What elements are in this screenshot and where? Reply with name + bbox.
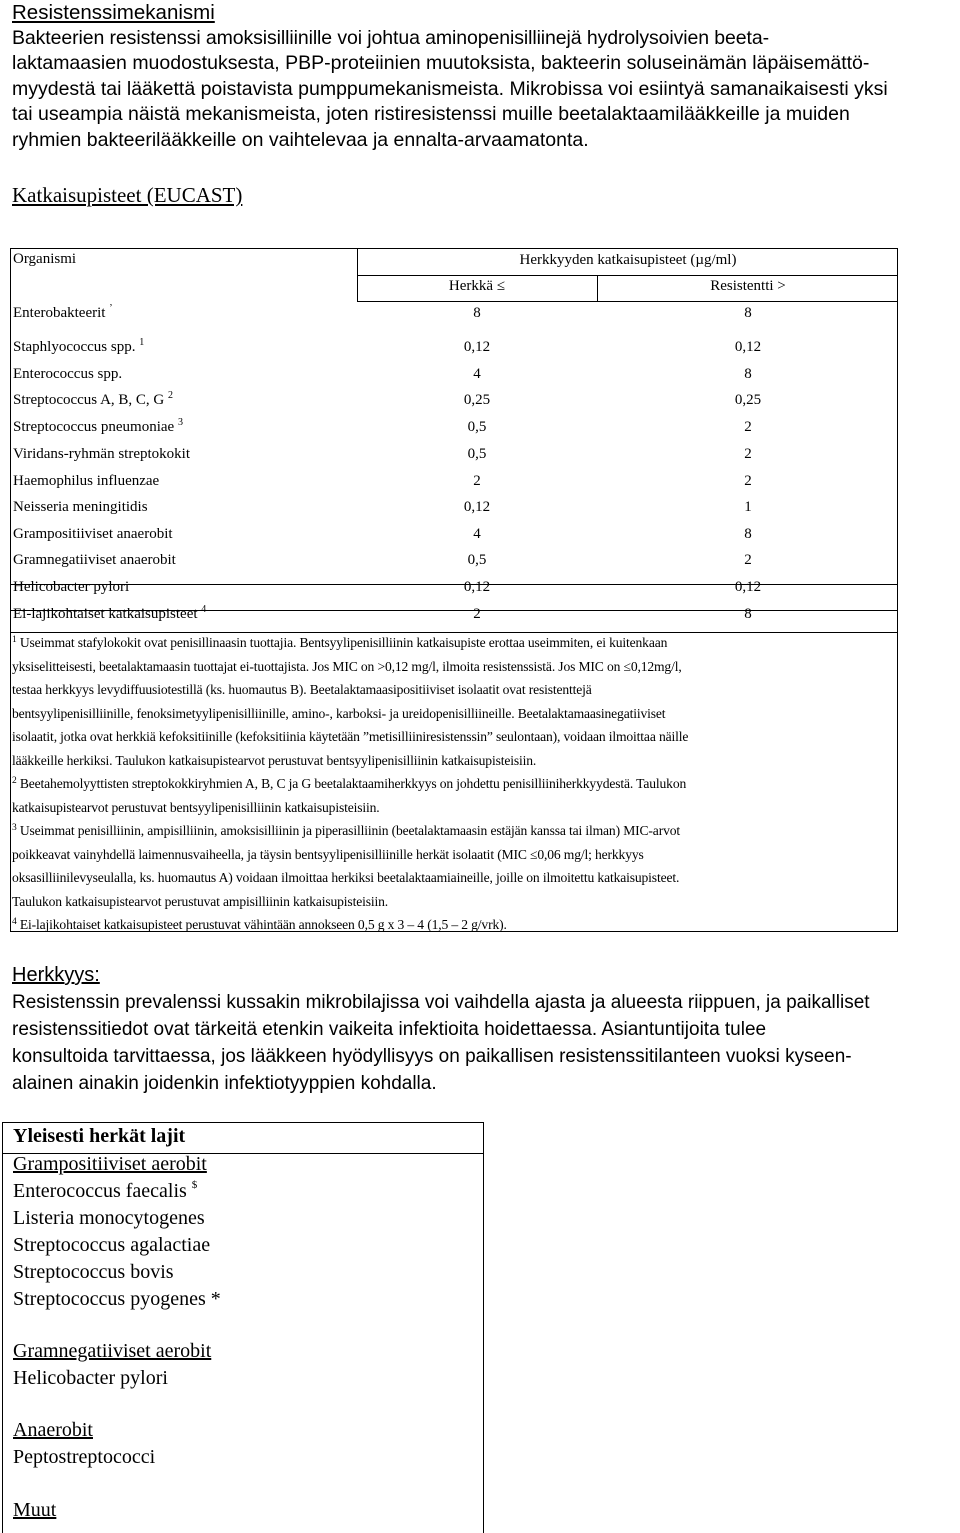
species-text: Peptostreptococci <box>13 1446 156 1468</box>
header-text: Herkkä ≤ <box>448 278 506 294</box>
resistant-value: 2 <box>744 473 752 489</box>
footnote-text: isolaatit, jotka ovat herkkiä kefoksitiinille (kefoksitiinia käytetään ”metisilliiniresistenssin” seulontaan), voidaan ilmoittaa näille <box>12 729 689 744</box>
susceptible-value: 0,12 <box>463 579 491 595</box>
susceptible-value: 4 <box>473 526 481 542</box>
paragraph-line: myydestä tai lääkettä poistavista pumppumekanismeista. Mikrobissa voi esiintyä samanaikaisesti yksi <box>12 77 888 100</box>
susceptible-value: 2 <box>473 473 481 489</box>
species-item <box>13 1207 205 1230</box>
organism-name: Haemophilus influenzae <box>13 473 160 489</box>
resistance-mechanism-section <box>12 0 958 153</box>
species-text: Enterococcus faecalis <box>13 1180 187 1202</box>
resistant-value: 2 <box>744 552 752 568</box>
breakpoint-table <box>10 248 898 932</box>
organism-cell <box>13 305 113 322</box>
footnote-text: Ei-lajikohtaiset katkaisupisteet perustuvat vähintään annokseen 0,5 g x 3 – 4 (1,5 – 2 g/vrk). <box>19 917 507 932</box>
footnote-line <box>12 890 896 914</box>
footnote-number: 2 <box>12 776 17 786</box>
organism-name: Gramnegatiiviset anaerobit <box>13 552 176 568</box>
species-text: Listeria monocytogenes <box>13 1207 205 1229</box>
paragraph-line: alainen ainakin joidenkin infektiotyyppien kohdalla. <box>12 1073 437 1094</box>
susceptible-value: 0,5 <box>467 446 487 462</box>
species-group-heading <box>13 1153 207 1176</box>
organism-cell <box>13 419 183 436</box>
footnote-text: katkaisupistearvot perustuvat bentsyylipenisilliinin katkaisupisteisiin. <box>12 799 380 815</box>
species-text: Anaerobit <box>13 1419 93 1441</box>
footnote-text: Useimmat penisilliinin, ampisilliinin, amoksisilliinin ja piperasilliinin (beetalaktamaasin estäjän kanssa tai ilman) MIC-arvot <box>19 823 680 838</box>
species-group-heading <box>13 1419 93 1442</box>
section-title: Herkkyys: <box>12 964 100 986</box>
organism-cell <box>13 579 129 596</box>
organism-name: Neisseria meningitidis <box>13 499 148 515</box>
organism-cell <box>13 552 176 569</box>
organism-name: Enterobakteerit <box>13 305 106 321</box>
footnote-marker: $ <box>191 1179 198 1191</box>
footnote-marker: 4 <box>201 604 207 615</box>
footnote-marker: 3 <box>177 417 183 428</box>
resistant-value: 0,12 <box>734 339 762 355</box>
resistant-value: 8 <box>744 606 752 622</box>
footnote-line <box>12 678 896 702</box>
footnote-marker: 1 <box>139 337 145 348</box>
footnote-marker: 2 <box>168 390 173 401</box>
col-group-header: Herkkyyden katkaisupisteet (µg/ml) <box>519 252 737 268</box>
footnote-line <box>12 819 896 843</box>
footnote-text: bentsyylipenisilliinille, fenoksimetyylipenisilliinille, amino-, karboksi- ja ureidopenisilliineille. Beetalaktamaasinegatiiviset <box>12 705 666 721</box>
species-text: Muut <box>13 1499 57 1521</box>
species-group-heading <box>13 1340 211 1363</box>
species-item <box>13 1446 155 1469</box>
resistant-value: 0,25 <box>734 392 762 408</box>
paragraph-line: ryhmien bakteerilääkkeille on vaihtelevaa ja ennalta-arvaamatonta. <box>12 128 589 151</box>
footnote-line <box>12 772 896 796</box>
organism-name: Streptococcus A, B, C, G <box>13 392 165 408</box>
resistant-value: 8 <box>744 366 752 382</box>
organism-cell <box>13 499 148 516</box>
susceptible-value: 2 <box>473 606 481 622</box>
paragraph-line: konsultoida tarvittaessa, jos lääkkeen hyödyllisyys on paikallisen resistenssitilanteen vuoksi kyseen- <box>12 1046 852 1067</box>
susceptible-value: 0,5 <box>467 419 487 435</box>
organism-name: Staphlyococcus spp. <box>13 339 136 355</box>
footnote-text: testaa herkkyys levydiffuusiotestillä (ks. huomautus B). Beetalaktamaasipositiiviset isolaatit ovat resistenttejä <box>12 682 592 697</box>
susceptible-value: 0,12 <box>463 499 491 515</box>
species-item <box>13 1261 174 1284</box>
species-text: Streptococcus pyogenes * <box>13 1288 221 1310</box>
footnote-text: lääkkeille herkiksi. Taulukon katkaisupistearvot perustuvat bentsyylipenisilliinin katkaisupisteisiin. <box>12 752 537 768</box>
footnote-line <box>12 913 896 937</box>
organism-name: Grampositiiviset anaerobit <box>13 526 173 542</box>
col-organism-header: Organismi <box>13 251 77 267</box>
organism-cell <box>13 526 173 543</box>
resistant-value: 1 <box>744 499 752 515</box>
species-item <box>13 1234 210 1257</box>
footnote-number: 3 <box>12 823 17 833</box>
species-text: Streptococcus bovis <box>13 1261 174 1283</box>
species-group-heading <box>13 1499 56 1522</box>
paragraph-line: tai useampia näistä mekanismeista, joten ristiresistenssi muille beetalaktaamilääkkeille ja muiden <box>12 103 850 125</box>
footnote-text: poikkeavat vainyhdellä laimennusvaiheella, ja täysin bentsyylipenisilliinille herkät isolaatit (MIC ≤0,06 mg/l; herkkyys <box>12 846 644 862</box>
organism-name: Helicobacter pylori <box>13 579 130 595</box>
paragraph-line: Resistenssin prevalenssi kussakin mikrobilajissa voi vaihdella ajasta ja alueesta riippuen, ja paikalliset <box>12 992 870 1013</box>
resistant-value: 8 <box>744 305 752 321</box>
resistant-value: 2 <box>744 446 752 462</box>
susceptible-value: 0,25 <box>463 392 491 408</box>
footnote-line <box>12 725 896 749</box>
susceptible-species-box <box>2 1122 484 1533</box>
paragraph-line: Bakteerien resistenssi amoksisilliinille voi johtua aminopenisilliinejä hydrolysoivien beeta- <box>12 26 769 49</box>
footnote-text: yksiselitteisesti, beetalaktamaasin tuottajat ei-tuottajista. Jos MIC on >0,12 mg/l, ilmoita resistenssistä. Jos MIC on ≤0,12mg/l, <box>12 658 682 674</box>
organism-cell <box>13 473 159 490</box>
species-box-title: Yleisesti herkät lajit <box>13 1125 186 1147</box>
footnote-line <box>12 631 896 655</box>
footnote-line <box>12 796 896 820</box>
col-resistant-header: Resistentti > <box>710 278 786 294</box>
species-text: Streptococcus agalactiae <box>13 1234 211 1256</box>
footnote-line <box>12 702 896 726</box>
organism-cell <box>13 606 206 623</box>
footnote-number: 1 <box>12 635 17 645</box>
organism-cell <box>13 339 144 356</box>
species-text: Grampositiiviset aerobit <box>13 1153 207 1175</box>
footnote-line <box>12 843 896 867</box>
susceptible-value: 0,5 <box>467 552 487 568</box>
organism-name: Streptococcus pneumoniae <box>13 419 175 435</box>
section-title: Resistenssimekanismi <box>12 1 215 24</box>
organism-cell <box>13 392 173 409</box>
species-item <box>13 1288 221 1311</box>
resistant-value: 2 <box>744 419 752 435</box>
species-text: Gramnegatiiviset aerobit <box>13 1340 212 1362</box>
organism-cell <box>13 446 190 463</box>
breakpoints-heading: Katkaisupisteet (EUCAST) <box>12 183 243 207</box>
organism-name: Viridans-ryhmän streptokokit <box>13 446 190 462</box>
susceptible-value: 0,12 <box>463 339 491 355</box>
footnote-text: Taulukon katkaisupistearvot perustuvat ampisilliinin katkaisupisteisiin. <box>12 893 388 909</box>
resistant-value: 0,12 <box>734 579 762 595</box>
resistant-value: 8 <box>744 526 752 542</box>
paragraph-line: resistenssitiedot ovat tärkeitä etenkin vaikeita infektioita hoidettaessa. Asiantuntijoita tulee <box>12 1019 767 1040</box>
footnote-line <box>12 655 896 679</box>
footnote-text: Useimmat stafylokokit ovat penisillinaasin tuottajia. Bentsyylipenisilliinin katkaisupiste erottaa useimmiten, ei kuitenkaan <box>19 635 668 650</box>
susceptibility-section <box>12 962 958 1097</box>
footnote-line <box>12 866 896 890</box>
table-footnotes <box>12 631 896 937</box>
organism-name: Enterococcus spp. <box>13 366 123 382</box>
footnote-marker: ʼ <box>109 303 113 314</box>
footnote-text: oksasilliinilevyseulalla, ks. huomautus A) voidaan ilmoittaa herkiksi beetalaktaamiaineille, joille on ilmoitettu katkaisupisteet. <box>12 870 680 885</box>
footnote-text: Beetahemolyyttisten streptokokkiryhmien A, B, C ja G beetalaktaamiherkkyys on johdettu penisilliiniherkkyydestä. Taulukon <box>19 776 687 791</box>
organism-name: Ei-lajikohtaiset katkaisupisteet <box>13 606 198 622</box>
species-text: Helicobacter pylori <box>13 1367 168 1389</box>
susceptible-value: 8 <box>473 305 481 321</box>
species-item <box>13 1180 197 1203</box>
paragraph-line: laktamaasien muodostuksesta, PBP-proteiinien muutoksista, bakteerin soluseinämän läpäisemättö- <box>12 52 870 74</box>
organism-cell <box>13 366 122 383</box>
footnote-number: 4 <box>12 917 17 927</box>
species-item <box>13 1367 168 1390</box>
footnote-line <box>12 749 896 773</box>
susceptible-value: 4 <box>473 366 481 382</box>
col-susceptible-header <box>358 278 596 295</box>
